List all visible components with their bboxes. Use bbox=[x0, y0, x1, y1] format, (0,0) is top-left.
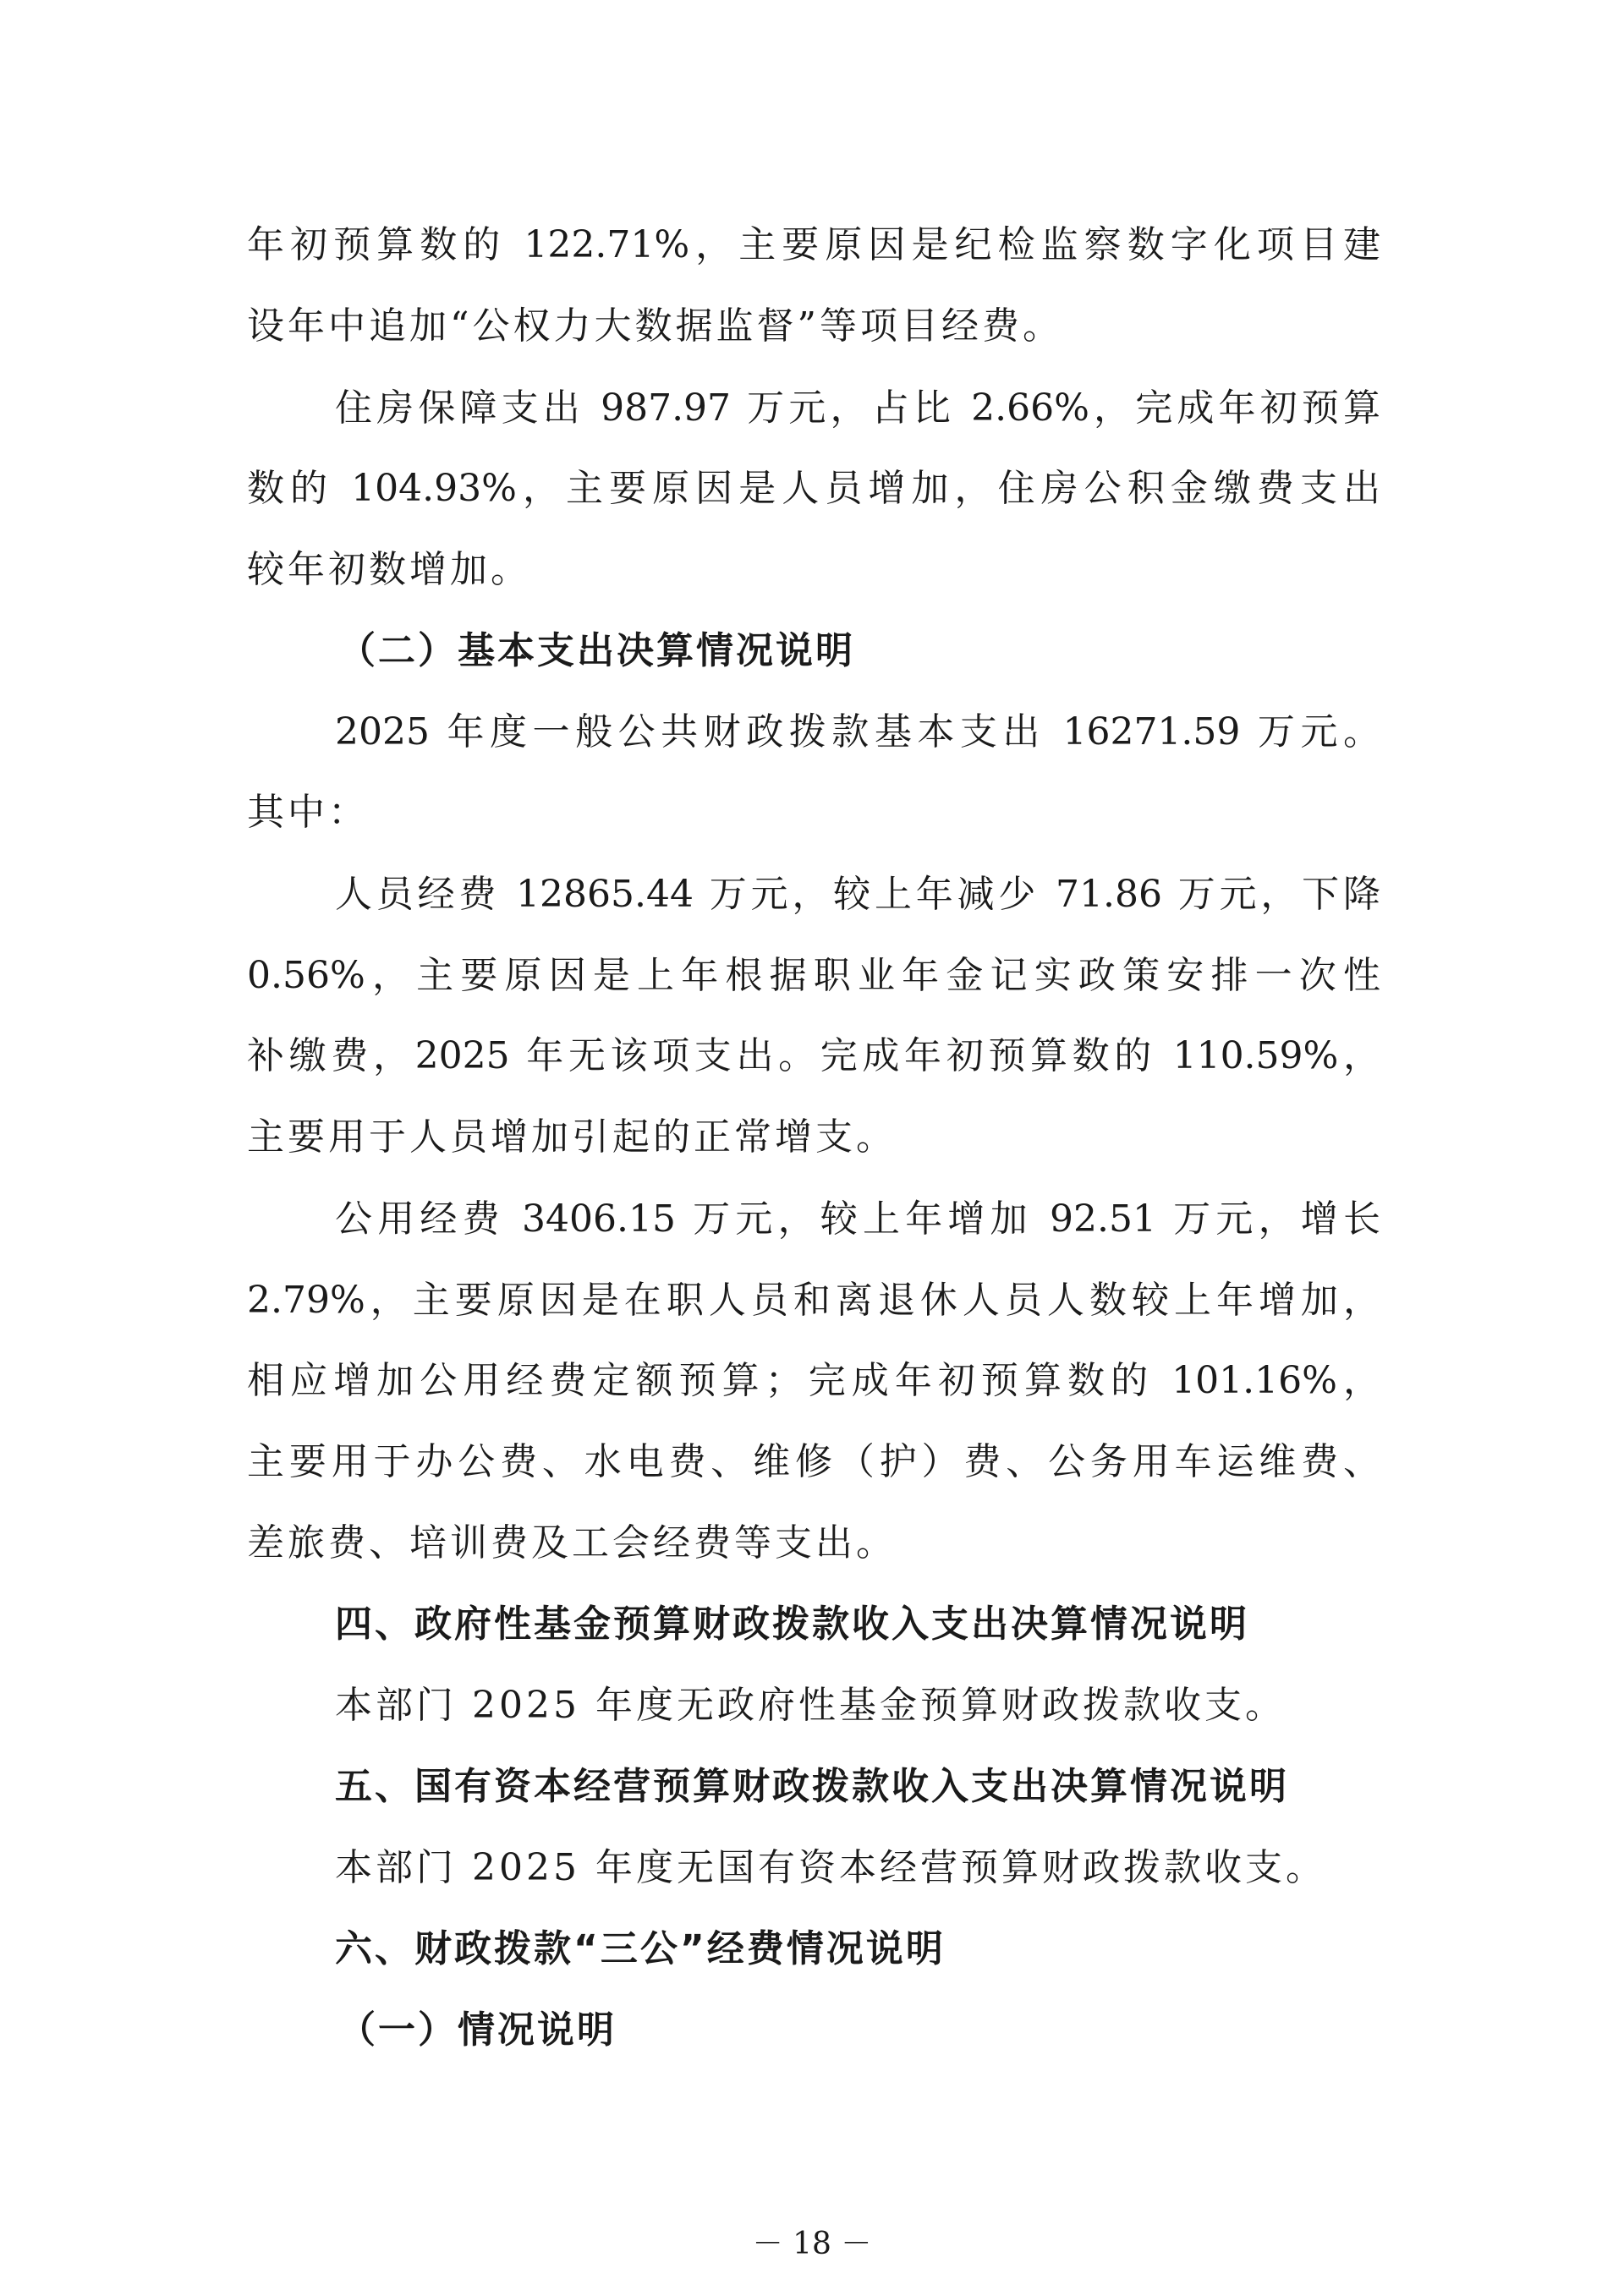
paragraph-line: 0.56%，主要原因是上年根据职业年金记实政策安排一次性 bbox=[247, 954, 1380, 997]
paragraph-line: 本部门 2025 年度无政府性基金预算财政拨款收支。 bbox=[335, 1684, 1286, 1727]
paragraph-line: 2.79%，主要原因是在职人员和离退休人员人数较上年增加， bbox=[247, 1279, 1380, 1322]
paragraph-line: 补缴费，2025 年无该项支出。完成年初预算数的 110.59%， bbox=[247, 1034, 1380, 1077]
paragraph-line: 主要用于办公费、水电费、维修（护）费、公务用车运维费、 bbox=[247, 1440, 1380, 1483]
paragraph-line: 公用经费 3406.15 万元，较上年增加 92.51 万元，增长 bbox=[335, 1197, 1380, 1241]
sub-heading: （二）基本支出决算情况说明 bbox=[338, 629, 855, 672]
paragraph-line: 本部门 2025 年度无国有资本经营预算财政拨款收支。 bbox=[335, 1846, 1326, 1889]
paragraph-line: 人员经费 12865.44 万元，较上年减少 71.86 万元，下降 bbox=[335, 873, 1380, 916]
paragraph-line: 设年中追加“公权力大数据监督”等项目经费。 bbox=[247, 304, 1063, 348]
paragraph-line: 较年初数增加。 bbox=[247, 548, 531, 591]
paragraph-line: 住房保障支出 987.97 万元，占比 2.66%，完成年初预算 bbox=[335, 386, 1380, 430]
section-heading: 六、财政拨款“三公”经费情况说明 bbox=[335, 1927, 946, 1970]
sub-heading: （一）情况说明 bbox=[338, 2008, 617, 2052]
paragraph-line: 2025 年度一般公共财政拨款基本支出 16271.59 万元。 bbox=[335, 710, 1380, 753]
section-heading: 四、政府性基金预算财政拨款收入支出决算情况说明 bbox=[335, 1603, 1249, 1646]
paragraph-line: 相应增加公用经费定额预算；完成年初预算数的 101.16%， bbox=[247, 1359, 1380, 1402]
paragraph-line: 其中： bbox=[247, 791, 369, 834]
section-heading: 五、国有资本经营预算财政拨款收入支出决算情况说明 bbox=[335, 1765, 1289, 1808]
paragraph-line: 年初预算数的 122.71%，主要原因是纪检监察数字化项目建 bbox=[247, 223, 1380, 266]
paragraph-line: 主要用于人员增加引起的正常增支。 bbox=[247, 1115, 897, 1159]
paragraph-line: 数的 104.93%，主要原因是人员增加，住房公积金缴费支出 bbox=[247, 467, 1380, 510]
paragraph-line: 差旅费、培训费及工会经费等支出。 bbox=[247, 1521, 897, 1564]
page-number: － 18 － bbox=[752, 2227, 872, 2261]
